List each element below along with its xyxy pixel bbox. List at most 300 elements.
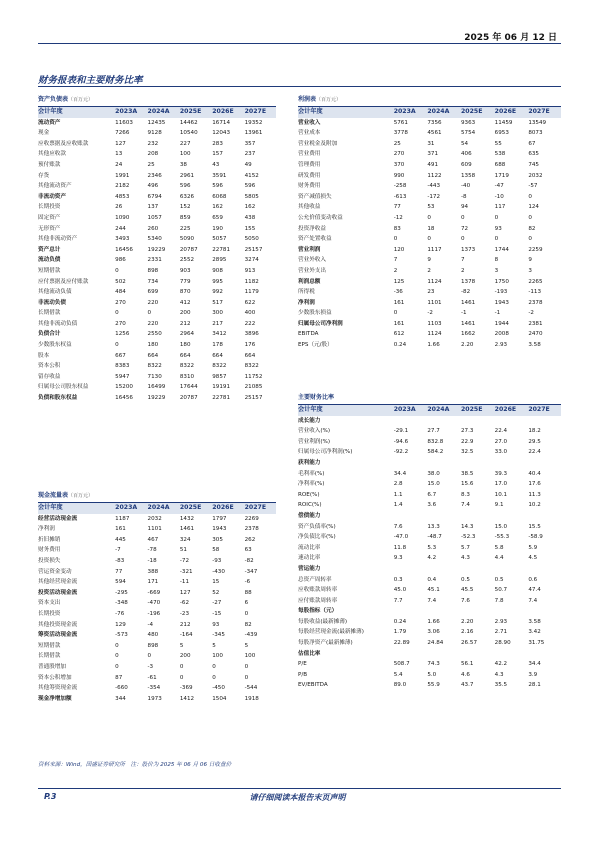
row-value: 913 [244, 267, 256, 274]
row-value: -6 [244, 579, 251, 586]
row-value: 2552 [179, 257, 195, 264]
row-value: 17.0 [494, 481, 508, 488]
row-value [460, 511, 494, 522]
row-value: 67 [528, 140, 536, 147]
table-unit: （百万元） [316, 97, 342, 103]
report-date: 2025 年 06 月 12 日 [464, 33, 557, 43]
row-value: 47.4 [528, 587, 541, 594]
table-row [38, 149, 276, 160]
row-label: 非流动资产 [38, 193, 66, 200]
row-value: -36 [393, 289, 403, 296]
row-label: 股本 [38, 352, 50, 359]
row-label: 研发费用 [298, 172, 321, 179]
row-value: 664 [244, 352, 256, 359]
row-value: 34.4 [528, 661, 541, 668]
row-value: 127 [179, 589, 191, 596]
row-value: 15 [212, 579, 220, 586]
row-value: 52 [212, 589, 220, 596]
row-value: 0 [461, 236, 465, 243]
row-value: -573 [115, 632, 128, 639]
row-value: 32.5 [461, 449, 474, 456]
table-row [38, 234, 276, 245]
row-value [527, 606, 561, 617]
table-row [38, 651, 276, 662]
row-label: ROIC(%) [298, 502, 322, 509]
row-label: 公允价值变动收益 [298, 214, 343, 221]
row-value: 1187 [115, 515, 130, 522]
row-value: -113 [528, 289, 542, 296]
row-value: 4.3 [494, 671, 504, 678]
table-row [298, 522, 561, 533]
row-label: 营业收入 [298, 119, 321, 126]
table-row [38, 393, 276, 404]
row-value: 27.3 [461, 428, 474, 435]
row-value: 9 [427, 257, 431, 264]
row-label: 其他流动负债 [38, 289, 72, 296]
row-value: 5.7 [461, 544, 470, 551]
row-value: 15.0 [494, 523, 508, 530]
row-value: 25 [147, 161, 155, 168]
row-value: 0 [212, 674, 216, 681]
row-value: 56.1 [461, 661, 474, 668]
row-value: 17644 [179, 384, 198, 391]
table-row [298, 192, 561, 203]
row-value [460, 649, 494, 660]
table-row [38, 319, 276, 330]
row-value: 270 [115, 320, 126, 327]
table-row [298, 298, 561, 309]
row-value: 502 [115, 278, 126, 285]
row-label: 成长能力 [298, 417, 321, 424]
table-row [38, 567, 276, 578]
table-row [38, 673, 276, 684]
row-label: P/E [298, 661, 307, 668]
row-value: 0 [528, 193, 532, 200]
row-value: 898 [147, 642, 159, 649]
row-value: 992 [212, 289, 223, 296]
row-value: 1412 [179, 695, 195, 702]
table-row [298, 543, 561, 554]
column-header-year: 2025E [179, 503, 211, 514]
table-row [38, 277, 276, 288]
row-value: 0 [179, 663, 184, 670]
row-value: 0 [494, 236, 499, 243]
row-value: 1943 [212, 526, 227, 533]
row-label: 负债和股东权益 [38, 395, 78, 402]
row-label: 留存收益 [38, 373, 61, 380]
row-label: 少数股东权益 [38, 342, 72, 349]
row-value: 51 [179, 547, 187, 554]
row-value: 34.4 [393, 470, 407, 477]
row-value: 484 [115, 289, 126, 296]
table-row [38, 514, 276, 525]
row-value: 89.0 [393, 682, 407, 689]
row-value: -72 [179, 557, 190, 564]
row-value: 2470 [528, 331, 543, 338]
table-row [298, 224, 561, 235]
row-label: 净利润 [298, 299, 315, 306]
row-label: 获利能力 [298, 459, 321, 466]
row-value: 0.3 [393, 576, 403, 583]
row-value: 903 [179, 267, 191, 274]
income-statement-table [298, 94, 561, 351]
row-value: -1 [494, 310, 501, 317]
row-value: -172 [427, 193, 441, 200]
row-value: 1.4 [393, 502, 403, 509]
table-row [298, 575, 561, 586]
row-value: 0 [244, 663, 249, 670]
row-label: 投资损失 [38, 557, 61, 564]
row-value: 212 [179, 621, 191, 628]
table-row [38, 683, 276, 694]
row-value [494, 511, 528, 522]
row-value: -57 [528, 183, 538, 190]
row-label: 营业利润(%) [298, 438, 331, 445]
row-value: -450 [212, 685, 225, 692]
table-row [298, 266, 561, 277]
row-value: 5 [179, 642, 184, 649]
column-header-year: 2024A [426, 405, 460, 416]
table-row [298, 202, 561, 213]
row-label: 营业外收入 [298, 257, 326, 264]
row-value: 0 [461, 214, 465, 221]
column-header-year: 2026E [211, 107, 243, 118]
row-label: 投资活动现金流 [38, 589, 78, 596]
row-value: 2964 [179, 331, 195, 338]
row-value: -660 [115, 685, 128, 692]
row-value [426, 416, 460, 427]
row-value: 8073 [528, 130, 543, 137]
table-row [298, 670, 561, 681]
row-value: -62 [179, 600, 190, 607]
row-label: 长期借款 [38, 653, 61, 660]
table-title [38, 94, 276, 106]
row-label: 营运资金变动 [38, 568, 72, 575]
row-value: -354 [147, 685, 161, 692]
table-title-text: 主要财务比率 [298, 394, 335, 401]
row-value: 19352 [244, 119, 263, 126]
row-value [393, 458, 427, 469]
row-value: 22.4 [494, 428, 508, 435]
row-value: 72 [461, 225, 469, 232]
row-value: 9 [528, 257, 532, 264]
row-value [527, 564, 561, 575]
source-note: 资料来源：Wind，国盛证券研究所 注：股价为 2025 年 06 月 06 日收盘价 [38, 762, 232, 768]
data-table [298, 107, 561, 351]
row-value: 7130 [147, 373, 162, 380]
row-value: 0 [115, 642, 119, 649]
row-label: P/B [298, 671, 308, 678]
row-value: 5090 [179, 236, 195, 243]
table-header-row [298, 107, 561, 118]
row-value: 270 [115, 299, 126, 306]
table-row [298, 511, 561, 522]
table-row [38, 361, 276, 372]
row-value: 77 [115, 568, 123, 575]
row-value: 6 [244, 600, 249, 607]
row-value: 1358 [461, 172, 476, 179]
row-value: -78 [147, 547, 157, 554]
table-row [38, 308, 276, 319]
row-value: 1432 [179, 515, 195, 522]
row-label: 其他经营现金流 [38, 579, 78, 586]
row-label: 营业税金及附加 [298, 140, 338, 147]
row-value: 445 [115, 536, 126, 543]
section-title: 财务报表和主要财务比率 [38, 75, 143, 86]
column-header-year: 2023A [114, 503, 146, 514]
row-value: 43 [212, 161, 220, 168]
row-value: 8322 [212, 363, 227, 370]
row-value: 0 [115, 310, 119, 317]
row-value: 161 [115, 526, 126, 533]
table-row [298, 638, 561, 649]
row-value [527, 511, 561, 522]
row-value: 1.1 [393, 491, 403, 498]
row-value: 4561 [427, 130, 442, 137]
row-value: 1122 [427, 172, 442, 179]
row-value: 100 [212, 653, 223, 660]
row-value: -27 [212, 600, 222, 607]
row-label: 总资产周转率 [298, 576, 332, 583]
table-row [298, 458, 561, 469]
row-value: 50.7 [494, 587, 508, 594]
row-label: 营业成本 [298, 130, 321, 137]
row-value: 0 [115, 267, 119, 274]
row-value: 688 [494, 161, 506, 168]
row-value: 39.3 [494, 470, 508, 477]
row-value: 4.4 [494, 555, 504, 562]
row-label: 其他流动资产 [38, 183, 72, 190]
row-value: 129 [115, 621, 126, 628]
row-value: -15 [212, 610, 222, 617]
row-label: 利润总额 [298, 278, 321, 285]
row-value: -18 [147, 557, 157, 564]
column-header-year: 2024A [426, 107, 460, 118]
row-value [527, 416, 561, 427]
row-value: 82 [528, 225, 536, 232]
row-value: 2182 [115, 183, 130, 190]
column-header-year: 2027E [244, 107, 276, 118]
row-value: 212 [179, 320, 191, 327]
row-value: 667 [115, 352, 126, 359]
row-value: 4.5 [528, 555, 538, 562]
table-row [298, 234, 561, 245]
row-label: EBITDA [298, 331, 319, 338]
row-value: 24.84 [427, 640, 444, 647]
table-row [298, 649, 561, 660]
row-value: 0 [427, 214, 431, 221]
row-value: -544 [244, 685, 258, 692]
row-value: 155 [244, 225, 256, 232]
row-value: -55.3 [494, 534, 510, 541]
row-value: 38.5 [461, 470, 474, 477]
row-value: 10.2 [528, 502, 541, 509]
row-value: 11.3 [528, 491, 541, 498]
row-value: 180 [147, 342, 159, 349]
row-value: 1662 [461, 331, 476, 338]
table-row [38, 524, 276, 535]
row-value: 870 [179, 289, 191, 296]
table-header-row [38, 503, 276, 514]
row-value: 908 [212, 267, 223, 274]
row-value: 1117 [427, 246, 442, 253]
row-value: 659 [212, 214, 223, 221]
row-value: 300 [212, 310, 223, 317]
row-value: 0 [115, 653, 119, 660]
row-value: 6068 [212, 193, 227, 200]
table-row [38, 382, 276, 393]
row-value: 6953 [494, 130, 509, 137]
row-value: 517 [212, 299, 223, 306]
table-row [38, 340, 276, 351]
row-label: ROE(%) [298, 491, 320, 498]
row-value: 178 [212, 342, 223, 349]
table-row [38, 139, 276, 150]
table-row [38, 266, 276, 277]
row-value: 15.0 [427, 481, 440, 488]
row-value: 24 [115, 161, 123, 168]
row-value: 406 [461, 151, 472, 158]
row-value: 9128 [147, 130, 162, 137]
row-label: 其他非流动资产 [38, 236, 78, 243]
row-value: 0 [393, 236, 398, 243]
table-row [298, 469, 561, 480]
row-value: -4 [147, 621, 154, 628]
row-value: 11.8 [393, 544, 407, 551]
row-value: -94.6 [393, 438, 409, 445]
row-value: 986 [115, 257, 126, 264]
row-label: 偿债能力 [298, 512, 321, 519]
row-value: 16456 [115, 246, 133, 253]
row-value: -61 [147, 674, 157, 681]
row-value: 7 [393, 257, 398, 264]
row-value: -7 [115, 547, 121, 554]
row-value: 162 [244, 204, 256, 211]
row-value: 5.9 [528, 544, 538, 551]
row-label: 归属母公司净利润 [298, 320, 343, 327]
row-value: -40 [461, 183, 471, 190]
row-label: 净利润 [38, 526, 55, 533]
row-value: 779 [179, 278, 191, 285]
row-value: 990 [393, 172, 405, 179]
row-value: 7266 [115, 130, 130, 137]
table-row [298, 426, 561, 437]
row-value: 11459 [494, 119, 513, 126]
row-value: 13549 [528, 119, 547, 126]
row-value [460, 416, 494, 427]
row-value [494, 564, 528, 575]
row-value: 5 [244, 642, 249, 649]
table-row [38, 620, 276, 631]
row-value: 270 [393, 151, 405, 158]
row-value: 5.0 [427, 671, 437, 678]
row-value: 3.58 [528, 342, 541, 349]
row-value: 1256 [115, 331, 130, 338]
row-value: 26 [115, 204, 123, 211]
row-value: 1373 [461, 246, 476, 253]
row-value: -93 [212, 557, 222, 564]
row-value: 11603 [115, 119, 133, 126]
table-row [38, 128, 276, 139]
row-label: 负债合计 [38, 331, 61, 338]
row-value: 27.7 [427, 428, 440, 435]
row-value: 0 [528, 214, 532, 221]
row-value: 412 [179, 299, 191, 306]
row-value: 4.6 [461, 671, 470, 678]
row-value: 225 [179, 225, 191, 232]
row-value: 208 [147, 151, 159, 158]
row-value: 190 [212, 225, 223, 232]
table-row [298, 245, 561, 256]
row-label: 其他收益 [298, 204, 321, 211]
balance-sheet-table [38, 94, 276, 404]
row-value: 7.7 [393, 597, 403, 604]
row-value: 4.2 [427, 555, 437, 562]
table-row [38, 598, 276, 609]
row-value: 400 [244, 310, 256, 317]
row-value: 508.7 [393, 661, 410, 668]
row-value: 898 [147, 267, 159, 274]
row-label: 归属母公司净利润(%) [298, 449, 353, 456]
row-label: 营业利润 [298, 246, 321, 253]
row-value: -29.1 [393, 428, 409, 435]
table-row [298, 585, 561, 596]
row-value: 0.24 [393, 618, 407, 625]
row-value: 10.1 [494, 491, 508, 498]
row-value: -345 [212, 632, 225, 639]
row-value: 38.0 [427, 470, 440, 477]
row-value: 88 [244, 589, 252, 596]
row-value: 1943 [494, 299, 509, 306]
row-value: -52.3 [461, 534, 476, 541]
table-title-text: 利润表 [298, 96, 317, 103]
row-value: 87 [115, 674, 123, 681]
cash-flow-table [38, 490, 276, 704]
row-value: 1991 [115, 172, 130, 179]
row-value: 23 [427, 289, 435, 296]
table-row [38, 630, 276, 641]
row-value: 612 [393, 331, 405, 338]
row-value: -669 [147, 589, 161, 596]
table-row [298, 416, 561, 427]
row-value: 8310 [179, 373, 195, 380]
row-value: 1504 [212, 695, 227, 702]
row-label: 速动比率 [298, 555, 321, 562]
row-value: 3493 [115, 236, 130, 243]
row-value: 745 [528, 161, 539, 168]
row-value: 7.4 [528, 597, 538, 604]
row-label: 流动负债 [38, 257, 61, 264]
row-label: 应付票据及应付账款 [38, 278, 89, 285]
financial-ratios-table [298, 392, 561, 691]
row-value: 388 [147, 568, 159, 575]
row-label: 现金 [38, 130, 50, 137]
row-value: 26.57 [461, 640, 478, 647]
row-value: 5340 [147, 236, 162, 243]
row-label: 筹资活动现金流 [38, 632, 78, 639]
row-value: 1461 [461, 320, 476, 327]
column-header-label: 会计年度 [298, 405, 393, 416]
column-header-year: 2026E [494, 107, 528, 118]
row-value: -23 [179, 610, 190, 617]
row-value: 11752 [244, 373, 263, 380]
footer-disclaimer: 请仔细阅读本报告末页声明 [249, 793, 346, 802]
table-row [38, 255, 276, 266]
column-header-year: 2025E [179, 107, 211, 118]
row-value: 0.24 [393, 342, 407, 349]
row-value: 2961 [179, 172, 195, 179]
row-value: 5754 [461, 130, 476, 137]
